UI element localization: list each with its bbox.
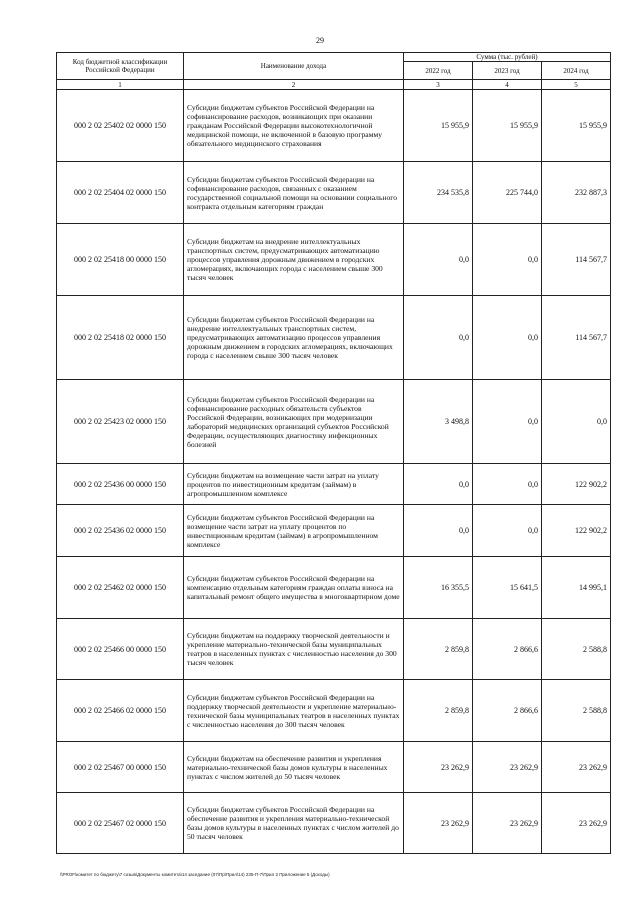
table-row (57, 90, 611, 162)
row-value-2024: 232 887,3 (542, 162, 611, 224)
row-code: 000 2 02 25466 00 0000 150 (57, 619, 184, 680)
row-name: Субсидии бюджетам субъектов Российской Федерации на обеспечение развития и укрепления материально-технической базы домов культуры в населенных пунктах с числом жителей до 50 тысяч человек (184, 793, 404, 854)
table-row (57, 793, 611, 854)
row-value-2024: 122 902,2 (542, 505, 611, 557)
row-value-2023: 0,0 (473, 380, 542, 464)
col-number-4: 4 (473, 80, 542, 90)
row-code: 000 2 02 25466 02 0000 150 (57, 680, 184, 742)
row-value-2024: 114 567,7 (542, 296, 611, 380)
row-value-2022: 0,0 (404, 224, 473, 296)
row-value-2024: 2 588,8 (542, 680, 611, 742)
row-value-2023: 0,0 (473, 505, 542, 557)
header-year-2024: 2024 год (542, 62, 611, 80)
row-value-2023: 15 641,5 (473, 557, 542, 619)
row-value-2022: 23 262,9 (404, 742, 473, 793)
row-value-2022: 0,0 (404, 464, 473, 505)
col-number-2: 2 (184, 80, 404, 90)
row-value-2024: 0,0 (542, 380, 611, 464)
revenue-table (56, 52, 611, 854)
row-value-2022: 23 262,9 (404, 793, 473, 854)
header-name: Наименование дохода (184, 53, 404, 80)
row-value-2024: 23 262,9 (542, 793, 611, 854)
row-code: 000 2 02 25462 02 0000 150 (57, 557, 184, 619)
row-code: 000 2 02 25436 02 0000 150 (57, 505, 184, 557)
row-value-2022: 16 355,5 (404, 557, 473, 619)
table-row (57, 742, 611, 793)
row-code: 000 2 02 25436 00 0000 150 (57, 464, 184, 505)
row-name: Субсидии бюджетам на обеспечение развития и укрепления материально-технической базы домов культуры в населенных пунктах с числом жителей до 50 тысяч человек (184, 742, 404, 793)
row-value-2022: 2 859,8 (404, 619, 473, 680)
col-number-5: 5 (542, 80, 611, 90)
table-row (57, 680, 611, 742)
row-value-2023: 2 866,6 (473, 619, 542, 680)
page-number: 29 (316, 36, 324, 45)
table-row (57, 464, 611, 505)
table-row (57, 224, 611, 296)
row-name: Субсидии бюджетам субъектов Российской Федерации на компенсацию отдельным категориям граждан оплаты взноса на капитальный ремонт общего имущества в многоквартирном доме (184, 557, 404, 619)
row-value-2023: 15 955,9 (473, 90, 542, 162)
row-code: 000 2 02 25402 02 0000 150 (57, 90, 184, 162)
row-value-2022: 234 535,8 (404, 162, 473, 224)
row-value-2024: 15 955,9 (542, 90, 611, 162)
header-year-2022: 2022 год (404, 62, 473, 80)
row-name: Субсидии бюджетам на внедрение интеллектуальных транспортных систем, предусматривающих автоматизацию процессов управления дорожным движением в городских агломерациях, включающих города с населением свыше 300 тысяч человек (184, 224, 404, 296)
row-value-2024: 122 902,2 (542, 464, 611, 505)
table-row (57, 557, 611, 619)
row-name: Субсидии бюджетам субъектов Российской Федерации на внедрение интеллектуальных транспортных систем, предусматривающих автоматизацию процессов управления дорожным движением в городских агломерациях, включающих города с населением свыше 300 тысяч человек (184, 296, 404, 380)
row-name: Субсидии бюджетам на поддержку творческой деятельности и укрепление материально-технической базы муниципальных театров в населенных пунктах с численностью населения до 300 тысяч человек (184, 619, 404, 680)
row-value-2023: 0,0 (473, 224, 542, 296)
header-year-2023: 2023 год (473, 62, 542, 80)
header-code: Код бюджетной классификации Российской Федерации (57, 53, 184, 80)
col-number-3: 3 (404, 80, 473, 90)
row-code: 000 2 02 25404 02 0000 150 (57, 162, 184, 224)
row-name: Субсидии бюджетам субъектов Российской Федерации на возмещение части затрат на уплату процентов по инвестиционным кредитам (займам) в агропромышленном комплексе (184, 505, 404, 557)
row-name: Субсидии бюджетам субъектов Российской Федерации на софинансирование расходных обязательств субъектов Российской Федерации, возникающих при модернизации лабораторий медицинских организаций субъектов Российской Федерации, осуществляющих диагностику инфекционных болезней (184, 380, 404, 464)
row-value-2023: 23 262,9 (473, 793, 542, 854)
row-value-2023: 23 262,9 (473, 742, 542, 793)
header-sum: Сумма (тыс. рублей) (404, 53, 611, 62)
row-code: 000 2 02 25418 00 0000 150 (57, 224, 184, 296)
row-value-2022: 2 859,8 (404, 680, 473, 742)
row-value-2022: 3 498,8 (404, 380, 473, 464)
row-value-2024: 23 262,9 (542, 742, 611, 793)
row-code: 000 2 02 25467 02 0000 150 (57, 793, 184, 854)
row-name: Субсидии бюджетам субъектов Российской Федерации на софинансирование расходов, связанных с оказанием государственной социальной помощи на основании социального контракта отдельным категориям граждан (184, 162, 404, 224)
table-row (57, 619, 611, 680)
row-value-2022: 0,0 (404, 505, 473, 557)
row-value-2024: 114 567,7 (542, 224, 611, 296)
row-value-2023: 2 866,6 (473, 680, 542, 742)
row-name: Субсидии бюджетам субъектов Российской Федерации на поддержку творческой деятельности и укрепление материально-технической базы муниципальных театров в населенных пунктах с численностью населения до 300 тысяч человек (184, 680, 404, 742)
table-row (57, 505, 611, 557)
footer-file-path: \\PROF\комитет по бюджету\7 созыв\Документы комитета\14 заседание (07\Пр\Прил\14) 235-П-7\Прил 2 Приложение 5 (Доходы) (60, 872, 330, 877)
row-value-2022: 0,0 (404, 296, 473, 380)
row-value-2023: 225 744,0 (473, 162, 542, 224)
row-name: Субсидии бюджетам субъектов Российской Федерации на софинансирование расходов, возникающих при оказании гражданам Российской Федерации высокотехнологичной медицинской помощи, не включенной в базовую программу обязательного медицинского страхования (184, 90, 404, 162)
row-value-2024: 2 588,8 (542, 619, 611, 680)
row-code: 000 2 02 25418 02 0000 150 (57, 296, 184, 380)
row-name: Субсидии бюджетам на возмещение части затрат на уплату процентов по инвестиционным кредитам (займам) в агропромышленном комплексе (184, 464, 404, 505)
row-value-2024: 14 995,1 (542, 557, 611, 619)
row-code: 000 2 02 25423 02 0000 150 (57, 380, 184, 464)
row-value-2023: 0,0 (473, 464, 542, 505)
col-number-1: 1 (57, 80, 184, 90)
row-code: 000 2 02 25467 00 0000 150 (57, 742, 184, 793)
table-row (57, 162, 611, 224)
table-row (57, 296, 611, 380)
table-row (57, 380, 611, 464)
row-value-2023: 0,0 (473, 296, 542, 380)
row-value-2022: 15 955,9 (404, 90, 473, 162)
